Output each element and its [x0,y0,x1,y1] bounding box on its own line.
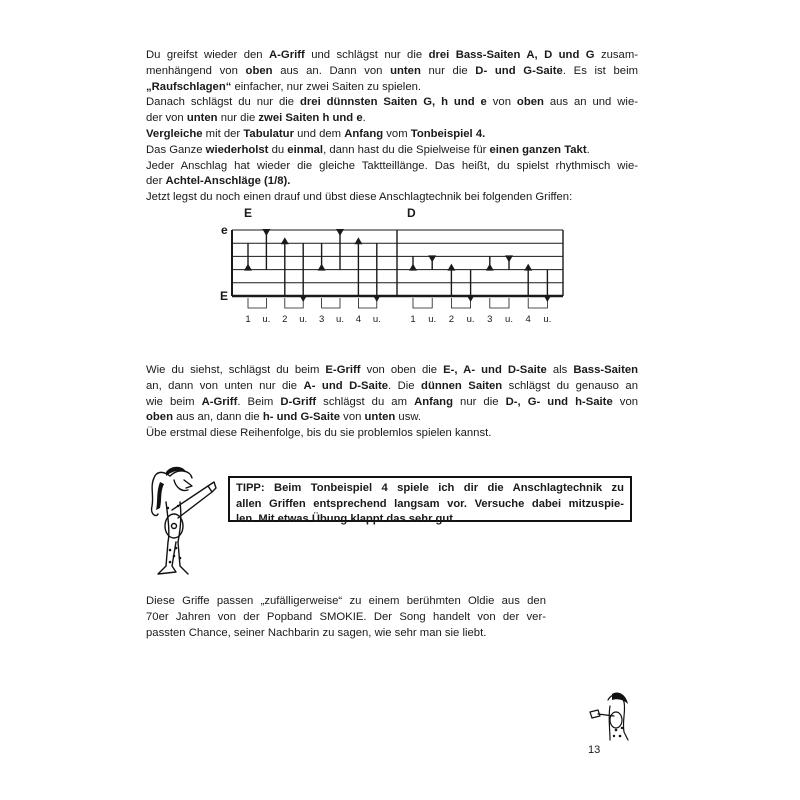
bold-run: Bass-Saiten [573,364,639,376]
text-run: aus an, dann die [173,411,263,424]
stroke-arrow-head-up [409,264,417,271]
text-run: Wie du siehst, schlägst du beim [146,364,326,376]
text-run: an, dann von unten nur die [146,379,304,392]
count-label: u. [336,314,344,325]
text-line: passten Chance, seiner Nachbarin zu sagen, wie sehr man sie liebt. [146,626,487,639]
beat-bracket [322,298,340,308]
text-run: von [612,395,639,408]
bold-run: Achtel-Anschläge (1/8). [165,175,291,188]
text-run: Jeder Anschlag hat wieder die gleiche Taktteillänge. Das heißt, du spielst rhythmisch wie- [146,159,638,172]
bold-run: unten [364,411,396,424]
text-line [146,395,638,411]
guitarist-mascot-icon [588,690,636,744]
stroke-arrow-head-down [428,255,436,262]
text-run: du [268,143,288,156]
count-label: u. [428,314,437,325]
count-label: 4 [525,314,531,325]
text-run: . Beim [237,395,281,408]
count-label: 4 [355,314,362,325]
text-run: Das Ganze [146,143,206,156]
text-line: TIPP: Beim Tonbeispiel 4 spiele ich dir die Anschlagtechnik zu [236,482,624,494]
text-run: nur die [420,64,476,77]
text-run: von [340,411,365,424]
strumming-tablature [0,0,800,340]
text-run: von [486,96,517,109]
bold-run: D-, G- und h-Saite [505,395,613,408]
text-run: schlägst du am [316,395,415,408]
chord-name-D: D [407,206,416,220]
bold-run: oben [245,64,273,77]
bold-run: drei Bass-Saiten A, D und G [428,49,595,61]
count-label: u. [505,314,513,325]
count-label: 2 [448,314,455,325]
bold-run: unten [186,112,218,125]
text-run: nur die [217,112,259,125]
bold-run: unten [390,64,421,77]
bold-run: zwei Saiten h und e [258,112,363,125]
text-run: Jetzt legst du noch einen drauf und übst diese Anschlagtechnik bei folgenden Griffen: [146,191,573,204]
bold-run: Anfang [414,395,453,408]
song-paragraph [146,594,546,641]
count-label: 3 [487,314,493,325]
bold-run: A-Griff [201,395,238,408]
text-line: len. Mit etwas Übung klappt das sehr gut. [236,513,457,526]
stroke-arrow-head-up [281,237,289,244]
text-line [146,410,638,426]
count-label: 3 [318,314,325,325]
bold-run: D-Griff [280,395,317,408]
text-run: . Die [388,379,422,392]
bold-run: A- und D-Saite [303,379,389,392]
text-run: nur die [452,395,506,408]
beat-bracket [451,298,470,308]
bold-run: Anfang [344,127,384,140]
text-run: vom [383,127,411,140]
text-line [146,363,638,379]
text-run: und schlägst nur die [304,49,429,61]
text-run: mit der [202,127,244,140]
beat-bracket [528,298,547,308]
guitarist-cartoon-icon [148,462,218,580]
bold-run: „Raufschlagen“ [146,80,232,93]
bold-run: Tabulatur [243,127,294,140]
bold-run: dünnen Saiten [421,379,503,392]
text-run: Danach schlägst du nur die [146,96,300,109]
text-run: . [586,143,590,156]
string-label-bottom: E [220,289,229,303]
text-run: Übe erstmal diese Reihenfolge, bis du sie problemlos spielen kannst. [146,427,492,440]
bold-run: oben [146,411,173,424]
stroke-arrow-head-down [336,229,344,236]
text-run: als [546,364,574,376]
bold-run: E-Griff [325,364,361,376]
bold-run: h- und G-Saite [262,411,341,424]
bold-run: D- und G-Saite [475,64,563,77]
text-run: . Es ist beim [562,64,638,77]
beat-bracket [285,298,303,308]
text-run: Du greifst wieder den [146,49,269,61]
bold-run: einen ganzen Takt [489,143,587,156]
text-run: und dem [293,127,345,140]
text-run: . [362,112,366,125]
stroke-arrow-head-up [486,264,494,271]
text-run: usw. [395,411,422,424]
text-run: , dann hast du die Spielweise für [323,143,490,156]
count-label: u. [262,314,271,325]
stroke-arrow-head-up [244,264,252,271]
bold-run: wiederholst [205,143,269,156]
page-number: 13 [588,744,601,756]
stroke-arrow-head-up [354,237,362,244]
count-label: 1 [410,314,416,325]
count-label: u. [466,314,475,325]
text-run: der von [146,112,187,125]
text-run: einfacher, nur zwei Saiten zu spielen. [231,80,422,93]
bold-run: E-, A- und D-Saite [443,364,547,376]
tip-box [228,476,632,526]
explanation-paragraph [146,363,638,442]
text-run: wie beim [146,395,202,408]
text-line: Diese Griffe passen „zufälligerweise“ zu einem berühmten Oldie aus den [146,595,546,607]
text-run: von oben die [360,364,444,376]
count-label: u. [372,314,381,325]
bold-run: oben [516,96,544,109]
bold-run: Tonbeispiel 4. [410,127,486,140]
text-line [146,379,638,395]
beat-bracket [413,298,432,308]
beat-bracket [490,298,509,308]
stroke-arrow-head-down [505,255,513,262]
count-label: u. [543,314,552,325]
text-run: aus an. Dann von [272,64,391,77]
count-label: 1 [245,314,251,325]
bold-run: einmal [287,143,324,156]
bold-run: drei dünnsten Saiten G, h und e [300,96,487,109]
count-label: 2 [282,314,288,325]
bold-run: Vergleiche [146,127,203,140]
text-run: der [146,175,166,188]
text-run: menhängend von [146,64,246,77]
stroke-arrow-head-up [318,264,326,271]
text-run: aus an und wie- [543,96,638,109]
stroke-arrow-head-up [447,264,455,271]
count-label: u. [299,314,308,325]
beat-bracket [248,298,266,308]
stroke-arrow-head-up [524,264,532,271]
chord-name-E: E [244,206,253,220]
text-run: schlägst du genauso an [502,379,638,392]
bold-run: A-Griff [269,49,305,61]
text-run: zusam- [594,49,639,61]
text-line: allen Griffen entsprechend langsam vor. Versuche dabei mitzuspie- [236,497,624,510]
text-line: 70er Jahren von der Popband SMOKIE. Der Song handelt von der ver- [146,610,546,623]
text-line [146,426,638,442]
beat-bracket [358,298,376,308]
string-label-top: e [221,223,228,237]
stroke-arrow-head-down [262,229,270,236]
